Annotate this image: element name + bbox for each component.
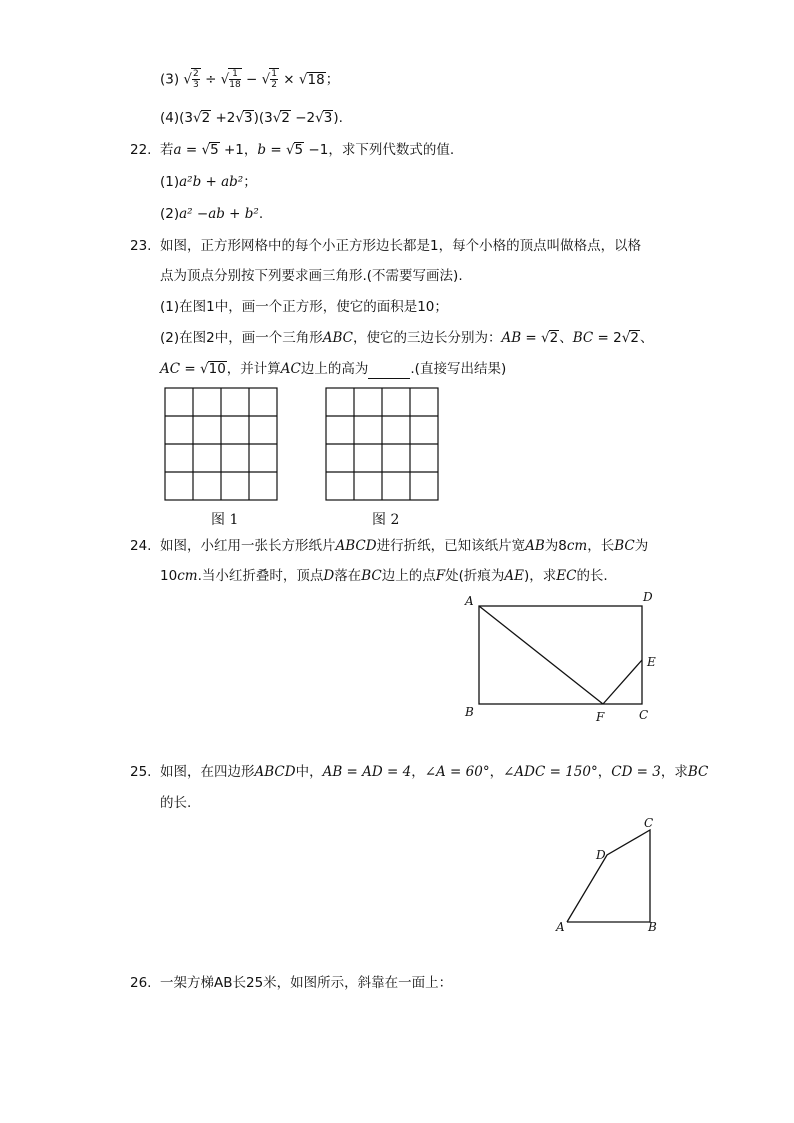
q22-p2-expr: a² −ab + b² (179, 206, 259, 222)
q24-l2-bc: BC (361, 568, 382, 584)
q24-l2-ec: EC (556, 568, 577, 584)
q23-bc-end: 、 (639, 330, 654, 346)
q23-p2-b: ，使它的三边长分别为： (352, 330, 502, 346)
q23-p3-b: 边上的高为 (300, 361, 369, 377)
grid-figure-2 (325, 387, 441, 503)
label-b: B (465, 705, 474, 719)
q23-ac-eq: = (180, 361, 200, 377)
q25-cond1: AB = AD = 4 (322, 764, 412, 780)
q24-number: 24. (130, 538, 152, 554)
q24-l2-a: 10 (160, 568, 178, 584)
q25-sep3: ， (597, 764, 612, 780)
q23-p2-a: (2)在图2中，画一个三角形 (160, 330, 323, 346)
q23-number: 23. (130, 238, 152, 254)
label-a2: A (556, 920, 565, 934)
q24-line2 (160, 566, 608, 586)
q21-p4-e4: )(3 (253, 110, 273, 126)
label-d: D (643, 590, 653, 604)
q23-part2: (2)在图2中，画一个三角形ABC，使它的三边长分别为：AB = √2、BC = 2√2、 (160, 330, 654, 346)
q25-l1-c: ，求 (660, 764, 688, 780)
q22-p1-label: (1) (160, 174, 180, 190)
q23-p2-abc: ABC (322, 330, 353, 346)
q22-intro: 若a = √5 +1，b = √5 −1，求下列代数式的值. (160, 142, 455, 158)
q21-p3-frac3-den: 2 (271, 80, 277, 90)
label-a: A (465, 594, 474, 608)
q25-cond3: ∠ADC = 150° (503, 764, 598, 780)
q25-line2: 的长. (160, 795, 192, 811)
q21-p4-e1: 2 (201, 110, 211, 126)
label-c2: C (644, 816, 654, 830)
q23-line2: 点为顶点分别按下列要求画三角形.(不需要写画法). (160, 268, 463, 284)
q21-p4-e2: +2 (211, 110, 236, 126)
q22-number: 22. (130, 142, 152, 158)
rect-abcd (479, 606, 642, 704)
fig1-caption: 图 1 (211, 512, 239, 528)
q21-p4-e3: 3 (244, 110, 253, 126)
fig2-caption: 图 2 (372, 512, 400, 528)
q22-a-var: a (173, 142, 182, 158)
q25-l1-b: 中， (295, 764, 323, 780)
answer-blank[interactable] (368, 364, 410, 379)
q22-a-root: 5 (210, 142, 219, 158)
q22-intro-1: 若 (160, 142, 174, 158)
q24-l2-c: 落在 (334, 568, 362, 584)
q21-p3-times: × (283, 71, 295, 88)
q25-sep2: ， (489, 764, 504, 780)
q25-cond2: ∠A = 60° (424, 764, 490, 780)
q23-part1: (1)在图1中，画一个正方形，使它的面积是10； (160, 299, 448, 315)
q22-part1 (160, 172, 257, 192)
q24-l2-d: D (323, 568, 335, 584)
q22-part2 (160, 204, 263, 224)
q24-l2-cm: cm (177, 568, 198, 584)
q24-l1-cm: cm (566, 538, 588, 554)
q25-l1-a: 如图，在四边形 (160, 764, 255, 780)
q21-p3-end: ； (325, 71, 340, 88)
q21-p4-end: . (338, 110, 343, 126)
q23-part2-cont: AC = √10，并计算AC边上的高为 .(直接写出结果) (160, 361, 507, 377)
q25-l1-abcd: ABCD (254, 764, 296, 780)
line-fe (603, 660, 642, 704)
q21-p3-frac2-den: 18 (229, 80, 241, 90)
fold-figure (455, 588, 665, 728)
q21-p3-frac3-num: 1 (271, 69, 277, 79)
q21-p3-frac2-num: 1 (229, 69, 240, 80)
q24-l2-h: )，求 (523, 568, 557, 584)
q23-ac-root: 10 (208, 361, 226, 377)
q25-cond4: CD = 3 (611, 764, 661, 780)
label-b2: B (648, 920, 657, 934)
q24-l1-abcd: ABCD (335, 538, 377, 554)
q24-l1-e: 为 (634, 538, 649, 554)
line-af (479, 606, 603, 704)
q22-a-eq: = (181, 142, 202, 158)
q25-sep1: ， (411, 764, 425, 780)
q22-b-root: 5 (294, 142, 304, 158)
q22-b-tail: −1，求下列代数式的值. (304, 142, 455, 158)
q21-p3-div: ÷ (205, 71, 217, 88)
q23-p3-a: ，并计算 (226, 361, 281, 377)
q22-b-var: b (257, 142, 267, 158)
q21-p4-e0: (3 (179, 110, 193, 126)
q26-number: 26. (130, 975, 152, 991)
q24-l1-ab: AB (525, 538, 545, 554)
q21-p4-e7: 3 (323, 110, 333, 126)
quad-abcd (567, 830, 650, 922)
q21-p4-label: (4) (160, 110, 180, 126)
q22-b-eq: = (266, 142, 286, 158)
q22-a-tail: +1， (219, 142, 258, 158)
q23-bc-sep: 、 (559, 330, 573, 346)
q24-l1-d: ，长 (587, 538, 615, 554)
q23-p3-c: .(直接写出结果) (410, 361, 507, 377)
q24-l1-b: 进行折纸，已知该纸片宽 (376, 538, 526, 554)
q24-l2-e: 边上的点 (381, 568, 436, 584)
q23-p3-ac: AC (280, 361, 301, 377)
q21-p3-minus: − (246, 71, 258, 88)
label-c: C (639, 708, 649, 722)
q24-l1-bc: BC (614, 538, 635, 554)
q26-text: 一架方梯AB长25米，如图所示，斜靠在一面上： (160, 975, 453, 991)
q25-number: 25. (130, 764, 152, 780)
label-d2: D (596, 848, 606, 862)
q23-bc-label: BC (572, 330, 594, 346)
q24-l2-i: 的长. (576, 568, 608, 584)
q21-part4: (4)(3√2 +2√3)(3√2 −2√3). (160, 110, 343, 126)
q22-p2-label: (2) (160, 206, 180, 222)
q21-p3-frac1-num: 2 (193, 69, 199, 79)
q23-line1: 如图，正方形网格中的每个小正方形边长都是1，每个小格的顶点叫做格点，以格 (160, 238, 642, 254)
q24-line1 (160, 536, 648, 556)
q21-p3-root: 18 (307, 71, 325, 88)
q25-line1 (160, 762, 708, 782)
q21-p4-e8: ) (333, 110, 339, 126)
q23-bc-eq: = 2 (593, 330, 622, 346)
q23-bc-root: 2 (630, 330, 639, 346)
q23-ab-label: AB (501, 330, 522, 346)
q23-ac-label: AC (160, 361, 181, 377)
q21-part3: (3) √ $\frac{2}{3}$ ÷ √ $\frac{1}{18}$ − √ $\frac{1}{2}$ × √18； (160, 69, 340, 90)
q24-l2-ae: AE (504, 568, 524, 584)
q21-p3-frac1-den: 3 (193, 80, 199, 90)
label-f: F (596, 710, 605, 724)
q23-ab-root: 2 (549, 330, 559, 346)
q22-p2-end: . (258, 206, 264, 222)
q24-l2-f: F (435, 568, 446, 584)
q21-p3-label: (3) (160, 71, 180, 88)
q24-l1-c: 为8 (544, 538, 567, 554)
grid-figure-1 (164, 387, 280, 503)
q25-l1-bc: BC (687, 764, 709, 780)
label-e: E (647, 655, 656, 669)
q24-l2-b: .当小红折叠时，顶点 (197, 568, 324, 584)
q22-p1-end: ； (243, 174, 257, 190)
quadrilateral-figure (550, 812, 670, 937)
q23-ab-eq: = (521, 330, 542, 346)
q24-l1-a: 如图，小红用一张长方形纸片 (160, 538, 336, 554)
q21-p4-e5: 2 (281, 110, 290, 126)
q22-p1-expr: a²b + ab² (179, 174, 244, 190)
q21-p4-e6: −2 (290, 110, 316, 126)
q24-l2-g: 处(折痕为 (445, 568, 505, 584)
